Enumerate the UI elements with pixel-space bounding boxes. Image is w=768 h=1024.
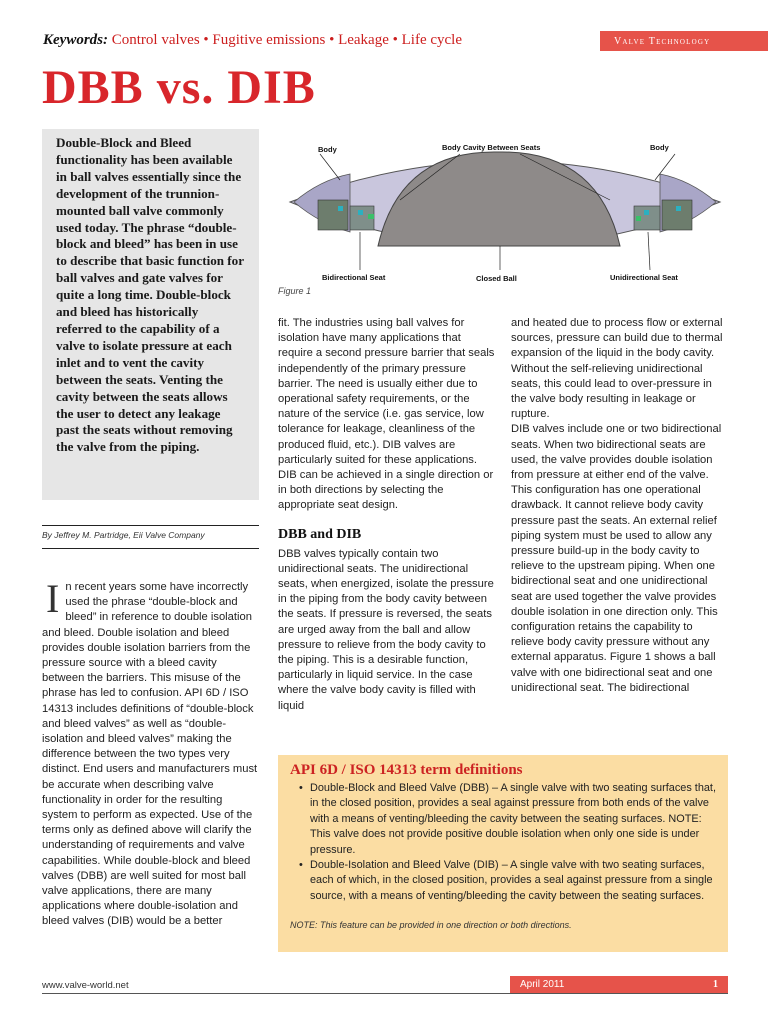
definitions-note: NOTE: This feature can be provided in one direction or both directions. [290, 920, 572, 931]
lead-box [42, 129, 259, 500]
definitions-box [278, 755, 728, 952]
drop-cap: I [46, 576, 60, 621]
footer-date: April 2011 [520, 979, 565, 990]
col1-text: n recent years some have incorrectly used the phrase “double-block and bleed” in reference to double isolation and bleed. Double isolation and bleed provides double isolation barriers from the pressure source with a bleed cavity between the barriers. This misuse of the phrase has led to confusion. API 6D / ISO 14313 includes definitions of “double-block and bleed valves” as well as “double-isolation and bleed valves” making the difference between the two types very distinct. End users and manufacturers must be accurate when describing valve functionality in order for the resulting system to perform as expected. Use of the terms only as defined above will clarify the understanding of requirements and valve capabilities. While double-block and bleed valves (DBB) are well suited for most ball valve applications, there are many applications where double-isolation and bleed valves (DIB) would be a better [42, 581, 258, 928]
byline-rule-bottom [42, 548, 259, 549]
footer-rule [42, 993, 728, 994]
col2-paragraph-2: DBB valves typically contain two unidirectional seats. The unidirectional seats, when energized, isolate the pressure in the piping from the body cavity between the seats. If pressure is reversed, the seats are urged away from the ball and allow pressure to relieve from the body cavity to the piping. This is a desirable function, particularly in liquid service. In the case where the valve body cavity is filled with liquid [278, 547, 494, 712]
label-unidirectional-seat: Unidirectional Seat [610, 273, 678, 282]
label-closed-ball: Closed Ball [476, 274, 517, 283]
definitions-list [288, 781, 716, 904]
valve-cross-section-figure [280, 140, 730, 290]
label-body-right: Body [650, 143, 669, 152]
lead-paragraph: Double-Block and Bleed functionality has been available in ball valves essentially since the development of the trunnion-mounted ball valve commonly used today. The phrase “double-block and bleed” has been in use to describe that basic function for ball valves and gate valves for quite a long time. Double-block and bleed has historically referred to the capability of a valve to isolate pressure at each inlet and to vent the cavity between the seats. Venting the cavity between the seats allows the user to detect any leakage past the seats without removing the valve from the piping. [56, 135, 244, 455]
keywords-label: Keywords: [43, 32, 108, 48]
label-bidirectional-seat: Bidirectional Seat [322, 273, 386, 282]
col3-paragraph-2: DIB valves include one or two bidirectional seats. When two bidirectional seats are used, the valve provides double isolation from pressure at either end of the valve. This configuration has one operational drawback. It cannot relieve body cavity pressure past the seats. An external relief piping system must be used to allow any pressure build-up in the body cavity to relieve to the upstream piping. When one bidirectional seat and one unidirectional seat are used together the valve provides double isolation in one direction only. This configuration retains the capability to relieve body cavity pressure without any external apparatus. Figure 1 shows a ball valve with one bidirectional seat and one unidirectional seat. The bidirectional [511, 423, 722, 694]
definition-item-dib: • Double-Isolation and Bleed Valve (DIB) – A single valve with two seating surfaces, each of which, in the closed position, provides a seal against pressure from a single source, with a means of venting/bleeding the cavity between the seating surfaces. [288, 858, 716, 904]
section-label: Valve Technology [600, 31, 768, 51]
figure-caption: Figure 1 [278, 286, 312, 296]
footer-date-bar [510, 976, 728, 993]
label-body-left: Body [318, 145, 337, 154]
definitions-title: API 6D / ISO 14313 term definitions [290, 762, 523, 778]
footer-url: www.valve-world.net [42, 980, 129, 991]
leader-body-left [320, 154, 340, 180]
page-number: 1 [713, 979, 718, 990]
byline: By Jeffrey M. Partridge, Eii Valve Company [42, 530, 205, 540]
col2-paragraph-1: fit. The industries using ball valves for isolation have many applications that require a second pressure barrier that seals independently of the primary pressure barrier. The need is usually either due to operational safety requirements, or the nature of the service (i.e. gas service, low tolerance for leakage, cleanliness of the produced fluid, etc.). DIB valves are particularly suited for these applications. DIB can be achieved in a single direction or in both directions by selecting the appropriate seat design. [278, 317, 495, 512]
byline-rule-top [42, 525, 259, 526]
column-2 [278, 316, 495, 714]
column-3 [511, 316, 728, 696]
subhead-dbb-dib: DBB and DIB [278, 526, 362, 542]
keywords-text: Control valves • Fugitive emissions • Leakage • Life cycle [108, 32, 463, 48]
keywords-line [43, 32, 462, 49]
column-1 [42, 576, 259, 930]
label-body-cavity: Body Cavity Between Seats [442, 143, 541, 152]
col3-paragraph-1: and heated due to process flow or external sources, pressure can build due to thermal expansion of the liquid in the body cavity. Without the self-relieving unidirectional seats, this could lead to over-pressure in the valve body resulting in leakage or rupture. [511, 317, 723, 421]
definition-item-dbb: • Double-Block and Bleed Valve (DBB) – A single valve with two seating surfaces that, in the closed position, provides a seal against pressure from both ends of the valve with a means of venting/bleeding the cavity between the seating surfaces. NOTE: This valve does not provide positive double isolation when only one side is under pressure. [288, 781, 716, 858]
article-title: DBB vs. DIB [42, 61, 316, 114]
leader-uni-seat [648, 232, 650, 270]
